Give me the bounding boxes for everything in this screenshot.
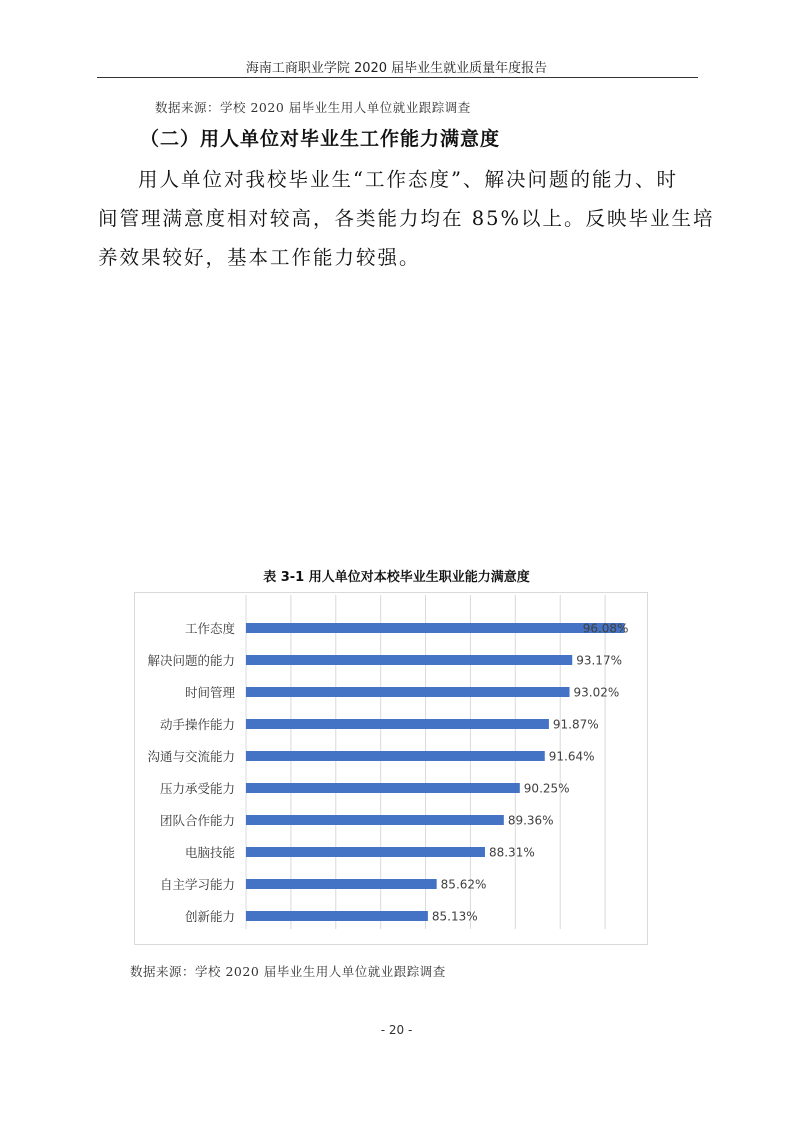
category-label: 时间管理 <box>184 685 235 700</box>
bar <box>246 847 485 857</box>
body-paragraph <box>98 160 715 277</box>
bar <box>246 623 624 633</box>
paragraph-line-3: 养效果较好，基本工作能力较强。 <box>98 246 421 269</box>
category-label: 沟通与交流能力 <box>147 749 235 764</box>
category-label: 电脑技能 <box>184 845 235 860</box>
bar <box>246 783 520 793</box>
section-heading: （二）用人单位对毕业生工作能力满意度 <box>140 128 501 150</box>
bar <box>246 687 570 697</box>
category-label: 动手操作能力 <box>159 717 235 732</box>
data-label: 91.64% <box>548 749 595 764</box>
category-label: 解决问题的能力 <box>147 653 235 668</box>
category-label: 团队合作能力 <box>159 813 235 828</box>
data-source-note-top: 数据来源：学校 2020 届毕业生用人单位就业跟踪调查 <box>155 100 471 115</box>
category-label: 压力承受能力 <box>159 781 235 796</box>
category-label: 工作态度 <box>184 621 235 636</box>
bar <box>246 815 504 825</box>
bar <box>246 879 437 889</box>
bar <box>246 719 549 729</box>
data-label: 85.62% <box>440 877 487 892</box>
category-label: 创新能力 <box>184 909 235 924</box>
data-label: 88.31% <box>488 845 535 860</box>
data-label: 90.25% <box>523 781 570 796</box>
data-label: 89.36% <box>507 813 554 828</box>
paragraph-line-2: 间管理满意度相对较高，各类能力均在 85%以上。反映毕业生培 <box>98 207 715 230</box>
category-label: 自主学习能力 <box>159 877 235 892</box>
header-title: 海南工商职业学院 2020 届毕业生就业质量年度报告 <box>245 61 548 76</box>
bar <box>246 655 572 665</box>
bar-chart <box>135 593 647 944</box>
page-number: - 20 - <box>380 1023 413 1037</box>
data-label: 93.17% <box>576 653 622 668</box>
chart-caption: 表 3-1 用人单位对本校毕业生职业能力满意度 <box>263 570 530 585</box>
bar <box>246 911 428 921</box>
header-divider <box>97 77 698 78</box>
data-label: 93.02% <box>573 685 620 700</box>
data-label: 96.08% <box>582 621 629 636</box>
paragraph-line-1: 用人单位对我校毕业生“工作态度”、解决问题的能力、时 <box>138 168 678 191</box>
data-source-note-bottom: 数据来源：学校 2020 届毕业生用人单位就业跟踪调查 <box>130 964 446 979</box>
chart-frame <box>134 592 648 945</box>
data-label: 85.13% <box>431 909 478 924</box>
bar <box>246 751 545 761</box>
data-label: 91.87% <box>552 717 599 732</box>
